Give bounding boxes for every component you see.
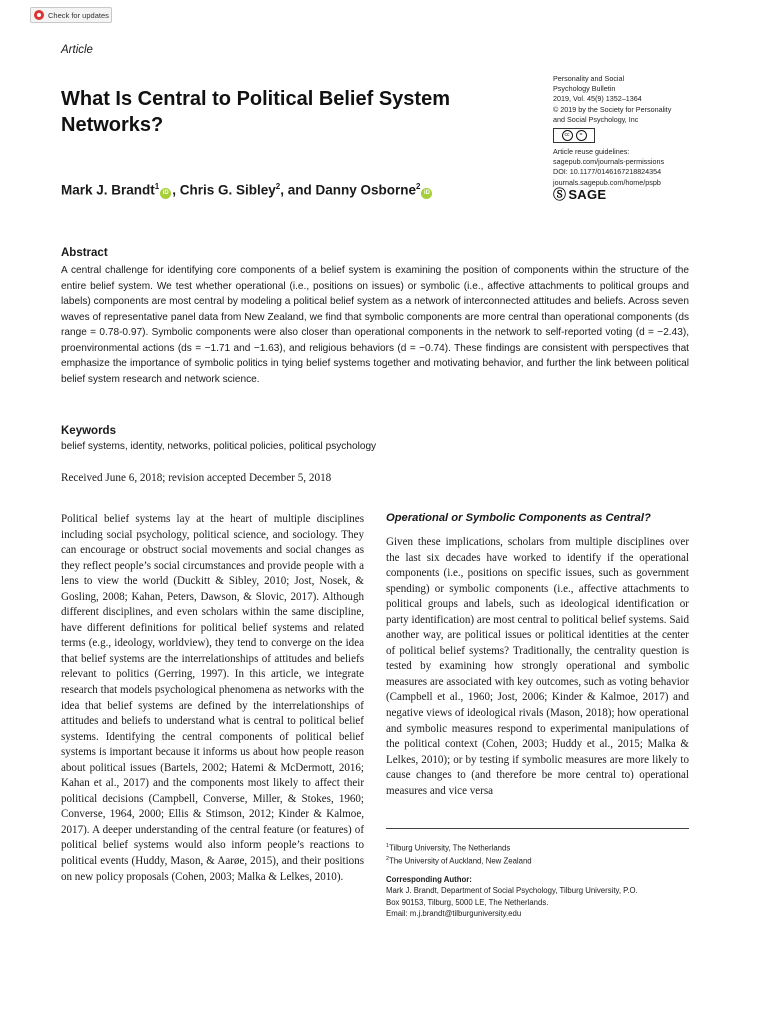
keywords-heading: Keywords (61, 425, 116, 437)
paper-title: What Is Central to Political Belief System Networks? (61, 88, 450, 136)
body-text-left: Political belief systems lay at the heart of multiple disciplines including social psychology, political science, and sociology. They can encourage or obstruct social movements and social changes as they reflect people’s social circumstances and provide people with a lens to view the world (Duckitt & Sibley, 2010; Jost, Nosek, & Gosling, 2008; Kahan, Peters, Dawson, & Slovic, 2017). Although different disciplines, and even scholars within the same discipline, have different definitions for political belief systems and related terms (e.g., ideology, worldview), they tend to converge on the idea that belief systems are the interrelationships of attitudes and beliefs relevant to politics (Gerring, 1997). In this article, we integrate research that models psychological phenomena as networks with the idea that belief systems are defined by the interrelationships of attitudes and beliefs to understand what is central to political belief systems. Identifying the central components of political belief systems is important because it informs us about how people reason about political issues (Bartels, 2002; Hatemi & McDermott, 2016; Kahan et al., 2017) and the components most likely to affect their political decisions (Campbell, Converse, Miller, & Stokes, 1960; Converse, 1964, 2000; Ellis & Stimson, 2012; Kinder & Kalmoe, 2017). A deeper understanding of the central feature (or features) of political belief systems would also inform people’s reactions to political events (Huddy, Mason, & Aarøe, 2015), and their positions on new policy proposals (Cohen, 2003; Malka & Lelkes, 2010). (61, 513, 364, 883)
copyright-line: and Social Psychology, Inc (553, 114, 639, 124)
article-type-label: Article (61, 44, 93, 56)
doi[interactable]: DOI: 10.1177/0146167218824354 (553, 167, 662, 177)
abstract-text: A central challenge for identifying core components of a belief system is examining the position of components within the structure of the entire belief system. We test whether operational (i.e., positions on issues) or symbolic (i.e., affective attachments to political groups and labels) components are most central by modeling a political belief system as a network of interconnected attitudes and beliefs. Across seven waves of representative panel data from New Zealand, we find that symbolic components are more central than operational components (ds range = 0.78-0.97). Symbolic components were also closer than operational components in the network to self-reported voting (d = −2.43), proenvironmental actions (ds = −1.71 and −1.63), and religious behaviors (d = −0.74). These findings are consistent with perspectives that emphasize the importance of symbolic politics in tying belief systems together and motivating behavior, and further the link between political belief system research and network science. (61, 265, 689, 385)
author-name: Chris G. Sibley (179, 182, 276, 198)
reuse-label: Article reuse guidelines: (553, 147, 630, 157)
affiliation-footnote: $^2$The University of Auckland, New Zealand (386, 856, 532, 866)
journal-name-line: Personality and Social (553, 74, 625, 83)
abstract-heading: Abstract (61, 247, 108, 259)
received-dates: Received June 6, 2018; revision accepted December 5, 2018 (61, 472, 332, 484)
volume-info: 2019, Vol. 45(9) 1352–1364 (553, 94, 642, 104)
corresponding-address: Box 90153, Tilburg, 5000 LE, The Netherlands. (386, 897, 549, 907)
corresponding-email[interactable]: Email: m.j.brandt@tilburguniversity.edu (386, 909, 522, 919)
footnotes (386, 841, 689, 920)
affiliation-footnote: $^1$Tilburg University, The Netherlands (386, 843, 511, 853)
journal-link[interactable]: journals.sagepub.com/home/pspb (553, 177, 661, 187)
author-separator: , and (280, 182, 316, 198)
creative-commons-icon[interactable]: cc = (553, 128, 595, 143)
corresponding-author-label: Corresponding Author: (386, 875, 472, 884)
author-affiliation: 2 (275, 182, 281, 191)
sage-logo: Ⓢ SAGE (553, 186, 607, 202)
author-name: Danny Osborne (315, 182, 417, 198)
orcid-icon[interactable]: iD (160, 188, 171, 199)
corresponding-address: Mark J. Brandt, Department of Social Psychology, Tilburg University, P.O. (386, 886, 638, 896)
check-updates-icon (34, 10, 44, 20)
author-name: Mark J. Brandt (61, 182, 155, 198)
reuse-link[interactable]: sagepub.com/journals-permissions (553, 157, 665, 167)
keywords-text: belief systems, identity, networks, political policies, political psychology (61, 441, 377, 452)
check-for-updates-button[interactable] (30, 7, 112, 23)
body-text-right: Given these implications, scholars from multiple disciplines over the last six decades have worked to identify if the operational components (i.e., positions on specific issues, such as government spending) or symbolic components (i.e., affective attachments to political groups and labels, such as ideological identification or party identification) are most central to political belief systems. Said another way, are political issues or political identities at the center of political belief systems? Traditionally, the centrality question is tested by examining how strongly operational and symbolic measures are associated with key outcomes, such as voting behavior (Campbell et al., 1960; Jost, 2006; Kinder & Kalmoe, 2017) and negative views of ideological rivals (Mason, 2018); how operational and symbolic measures respond to experimental manipulations of the political context (Cohen, 2003; Huddy et al., 2015; Malka & Lelkes, 2010); or by testing if symbolic measures are more likely to cause changes to (and therefore be more central to) operational measures and vice versa (386, 536, 689, 797)
author-affiliation: 1 (154, 182, 160, 191)
orcid-icon[interactable]: iD (421, 188, 432, 199)
journal-name-line: Psychology Bulletin (553, 84, 616, 94)
footnote-divider (386, 828, 689, 829)
author-affiliation: 2 (416, 182, 421, 191)
author-list (61, 182, 433, 199)
copyright-line: © 2019 by the Society for Personality (553, 104, 672, 114)
journal-meta (553, 74, 713, 200)
section-heading: Operational or Symbolic Components as Central? (386, 512, 651, 524)
check-updates-label: Check for updates (48, 10, 109, 20)
author-separator: , (172, 182, 180, 198)
